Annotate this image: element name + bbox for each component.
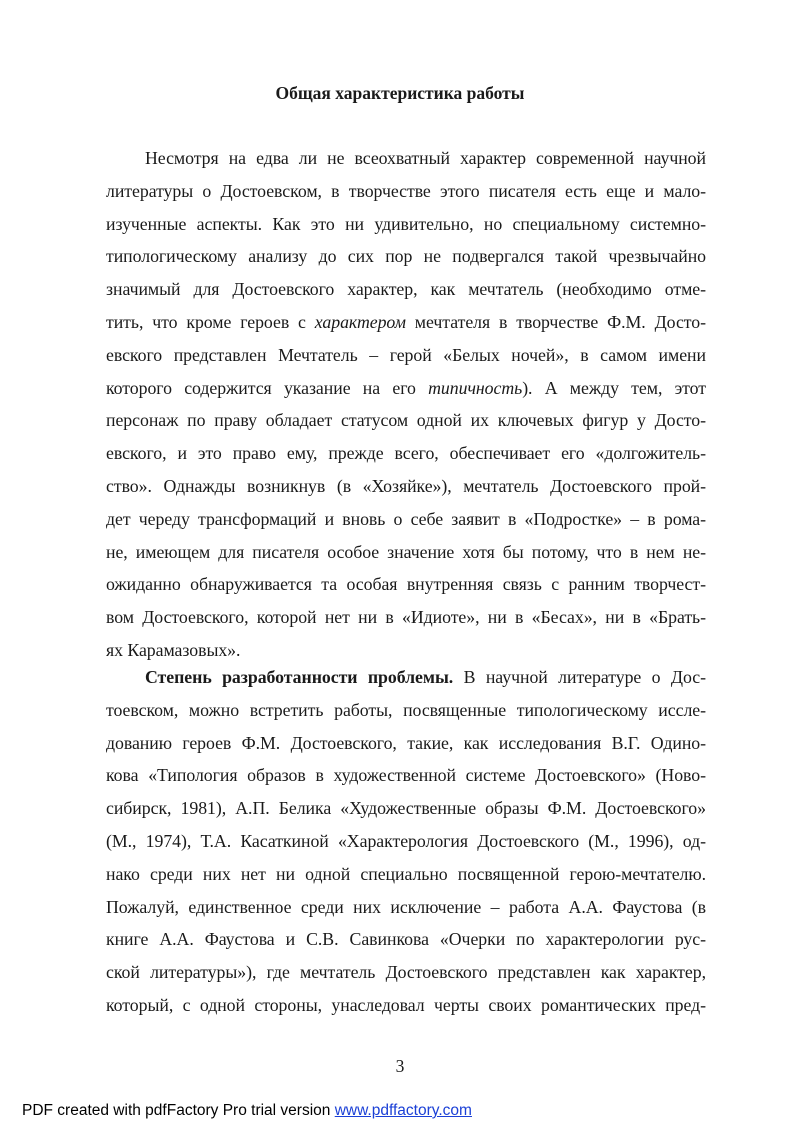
paragraph-line: Несмотря на едва ли не всеохватный характер современной научной <box>145 148 706 168</box>
paragraph-line: значимый для Достоевского характер, как мечтатель (необходимо отме- <box>106 279 706 300</box>
paragraph-line: нако среди них нет ни одной специально посвященной герою-мечтателю. <box>106 863 706 884</box>
footer-text: PDF created with pdfFactory Pro trial version <box>22 1102 335 1119</box>
paragraph-lead: Степень разработанности проблемы. <box>145 667 454 687</box>
paragraph-line: тоевском, можно встретить работы, посвященные типологическому иссле- <box>106 699 706 720</box>
paragraph-line-text: мечтателя в творчестве Ф.М. Досто- <box>405 311 706 332</box>
paragraph-line: вом Достоевского, которой нет ни в «Идиоте», ни в «Бесах», ни в «Брать- <box>106 607 706 628</box>
paragraph-line-text: которого содержится указание на его <box>106 377 429 398</box>
page-number: 3 <box>395 1056 405 1076</box>
paragraph-line: типологическому анализу до сих пор не подвергался такой чрезвычайно <box>106 246 706 267</box>
paragraph-line: дет череду трансформаций и вновь о себе заявит в «Подростке» – в рома- <box>106 508 706 529</box>
paragraph-line: изученные аспекты. Как это ни удивительно, но специальному системно- <box>106 213 706 234</box>
paragraph-line: евского, и это право ему, прежде всего, обеспечивает его «долгожитель- <box>106 443 706 464</box>
paragraph-line: книге А.А. Фаустова и С.В. Савинкова «Очерки по характерологии рус- <box>106 929 706 950</box>
paragraph-line: не, имеющем для писателя особое значение хотя бы потому, что в нем не- <box>106 541 706 562</box>
paragraph-1 <box>106 142 706 667</box>
paragraph-line: кова «Типология образов в художественной системе Достоевского» (Ново- <box>106 765 706 786</box>
paragraph-line <box>106 306 706 339</box>
paragraph-line: персонаж по праву обладает статусом одной их ключевых фигур у Досто- <box>106 410 706 431</box>
paragraph-line: евского представлен Мечтатель – герой «Белых ночей», в самом имени <box>106 344 706 365</box>
paragraph-line: ство». Однажды возникнув (в «Хозяйке»), мечтатель Достоевского прой- <box>106 475 706 496</box>
paragraph-line: литературы о Достоевском, в творчестве этого писателя есть еще и мало- <box>106 180 706 201</box>
paragraph-line: который, с одной стороны, унаследовал черты своих романтических пред- <box>106 994 706 1015</box>
paragraph-line-text: тить, что кроме героев с <box>106 311 315 332</box>
paragraph-line: (М., 1974), Т.А. Касаткиной «Характерология Достоевского (М., 1996), од- <box>106 830 706 851</box>
paragraph-line-text: ). А между тем, этот <box>522 377 706 398</box>
paragraph-line: дованию героев Ф.М. Достоевского, такие, как исследования В.Г. Одино- <box>106 732 706 753</box>
italic-term: характером <box>314 311 406 332</box>
paragraph-line: ожиданно обнаруживается та особая внутренняя связь с ранним творчест- <box>106 574 706 595</box>
paragraph-2 <box>106 661 706 1022</box>
paragraph-line <box>106 661 706 694</box>
paragraph-line <box>106 372 706 405</box>
paragraph-line-text: В научной литературе о Дос- <box>453 667 707 687</box>
page-title: Общая характеристика работы <box>275 83 525 103</box>
paragraph-line: Пожалуй, единственное среди них исключение – работа А.А. Фаустова (в <box>106 896 706 917</box>
italic-term: типичность <box>428 377 523 398</box>
footer-link[interactable]: www.pdffactory.com <box>334 1102 472 1119</box>
paragraph-line: ях Карамазовых». <box>106 639 241 660</box>
paragraph-line: сибирск, 1981), А.П. Белика «Художественные образы Ф.М. Достоевского» <box>106 798 706 819</box>
pdf-footer <box>22 1101 472 1121</box>
paragraph-line: ской литературы»), где мечтатель Достоевского представлен как характер, <box>106 962 706 983</box>
